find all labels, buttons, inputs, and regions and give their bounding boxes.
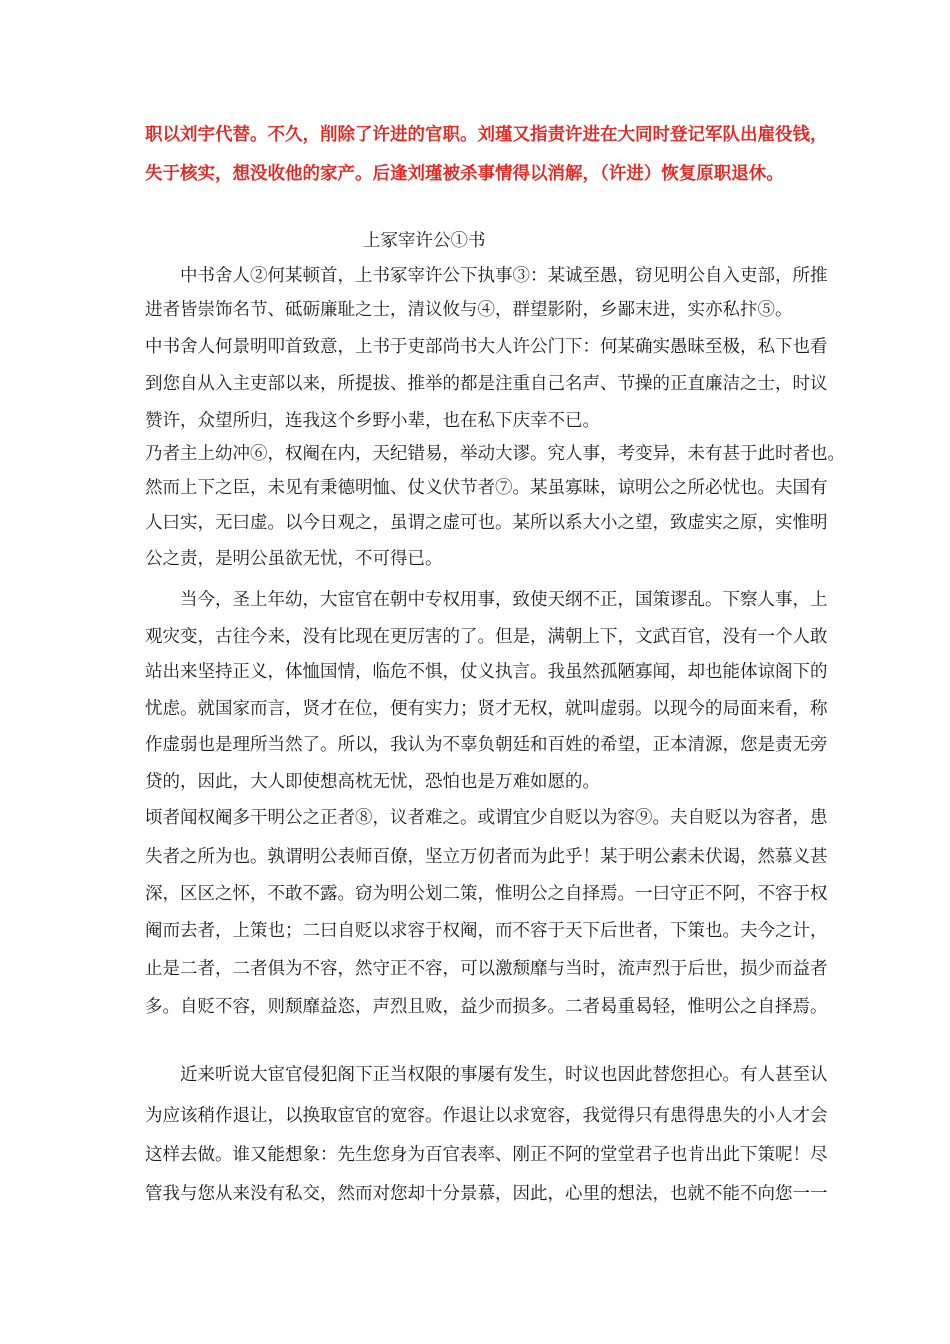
translation-text-line: 站出来坚持正义，体恤国情，临危不惧，仗义执言。我虽然孤陋寡闻，却也能体谅阁下的 xyxy=(145,662,828,682)
translation-text-line: 当今，圣上年幼，大宦官在朝中专权用事，致使天纲不正，国策谬乱。下察人事，上 xyxy=(180,590,828,610)
translation-text-line: 赞许，众望所归，连我这个乡野小辈，也在私下庆幸不已。 xyxy=(145,411,600,431)
translation-text-line: 近来听说大宦官侵犯阁下正当权限的事屡有发生，时议也因此替您担心。有人甚至认 xyxy=(180,1065,828,1085)
translation-text-line: 为应该稍作退让，以换取宦官的宽容。作退让以求宽容，我觉得只有患得患失的小人才会 xyxy=(145,1106,828,1126)
original-text-line: 然而上下之臣，未见有秉德明恤、仗义伏节者⑦。某虽寡昧，谅明公之所必忧也。夫国有 xyxy=(145,478,828,498)
translation-text-line: 这样去做。谁又能想象：先生您身为百官表率、刚正不阿的堂堂君子也肯出此下策呢！尽 xyxy=(145,1145,828,1165)
translation-text-line: 贷的，因此，大人即使想高枕无忧，恐怕也是万难如愿的。 xyxy=(145,772,600,792)
translation-text-line: 忧虑。就国家而言，贤才在位，便有实力；贤才无权，就叫虚弱。以现今的局面来看，称 xyxy=(145,699,828,719)
original-text-line: 失者之所为也。孰谓明公表师百僚，坚立万仞者而为此乎！某于明公素未伏谒，然慕义甚 xyxy=(145,847,828,867)
intro-translation-line: 失于核实，想没收他的家产。后逢刘瑾被杀事情得以消解，（许进）恢复原职退休。 xyxy=(145,164,784,184)
intro-translation-line: 职以刘宇代替。不久，削除了许进的官职。刘瑾又指责许进在大同时登记军队出雇役钱， xyxy=(145,125,828,145)
translation-text-line: 观灾变，古往今来，没有比现在更厉害的了。但是，满朝上下，文武百官，没有一个人敢 xyxy=(145,627,828,647)
original-text-line: 公之责，是明公虽欲无忧，不可得已。 xyxy=(145,549,443,569)
translation-text-line: 作虚弱也是理所当然了。所以，我认为不辜负朝廷和百姓的希望，正本清源，您是责无旁 xyxy=(145,735,828,755)
original-text-line: 乃者主上幼冲⑥，权阉在内，天纪错易，举动大谬。究人事，考变异，未有甚于此时者也。 xyxy=(145,444,845,464)
original-text-line: 止是二者，二者俱为不容，然守正不容，可以激颓靡与当时，流声烈于后世，损少而益者 xyxy=(145,959,828,979)
translation-text-line: 中书舍人何景明叩首致意，上书于吏部尚书大人许公门下：何某确实愚昧至极，私下也看 xyxy=(145,337,828,357)
page-title: 上冢宰许公①书 xyxy=(363,231,486,251)
original-text-line: 进者皆崇饰名节、砥砺廉耻之士，清议攸与④，群望影附，乡鄙末进，实亦私抃⑤。 xyxy=(145,300,793,320)
original-text-line: 顷者闻权阉多干明公之正者⑧，议者难之。或谓宜少自贬以为容⑨。夫自贬以为容者，患 xyxy=(145,808,828,828)
translation-text-line: 管我与您从来没有私交，然而对您却十分景慕，因此，心里的想法，也就不能不向您一一 xyxy=(145,1184,828,1204)
original-text-line: 多。自贬不容，则颓靡益恣，声烈且败，益少而损多。二者曷重曷轻，惟明公之自择焉。 xyxy=(145,997,828,1017)
original-text-line: 深，区区之怀，不敢不露。窃为明公划二策，惟明公之自择焉。一曰守正不阿，不容于权 xyxy=(145,884,828,904)
original-text-line: 人曰实，无曰虚。以今日观之，虽谓之虚可也。某所以系大小之望，致虚实之原，实惟明 xyxy=(145,513,828,533)
original-text-line: 阉而去者，上策也；二曰自贬以求容于权阉，而不容于天下后世者，下策也。夫今之计， xyxy=(145,921,828,941)
original-text-line: 中书舍人②何某顿首，上书冢宰许公下执事③：某诚至愚，窃见明公自入吏部，所推 xyxy=(180,266,828,286)
translation-text-line: 到您自从入主吏部以来，所提拔、推举的都是注重自己名声、节操的正直廉洁之士，时议 xyxy=(145,374,828,394)
